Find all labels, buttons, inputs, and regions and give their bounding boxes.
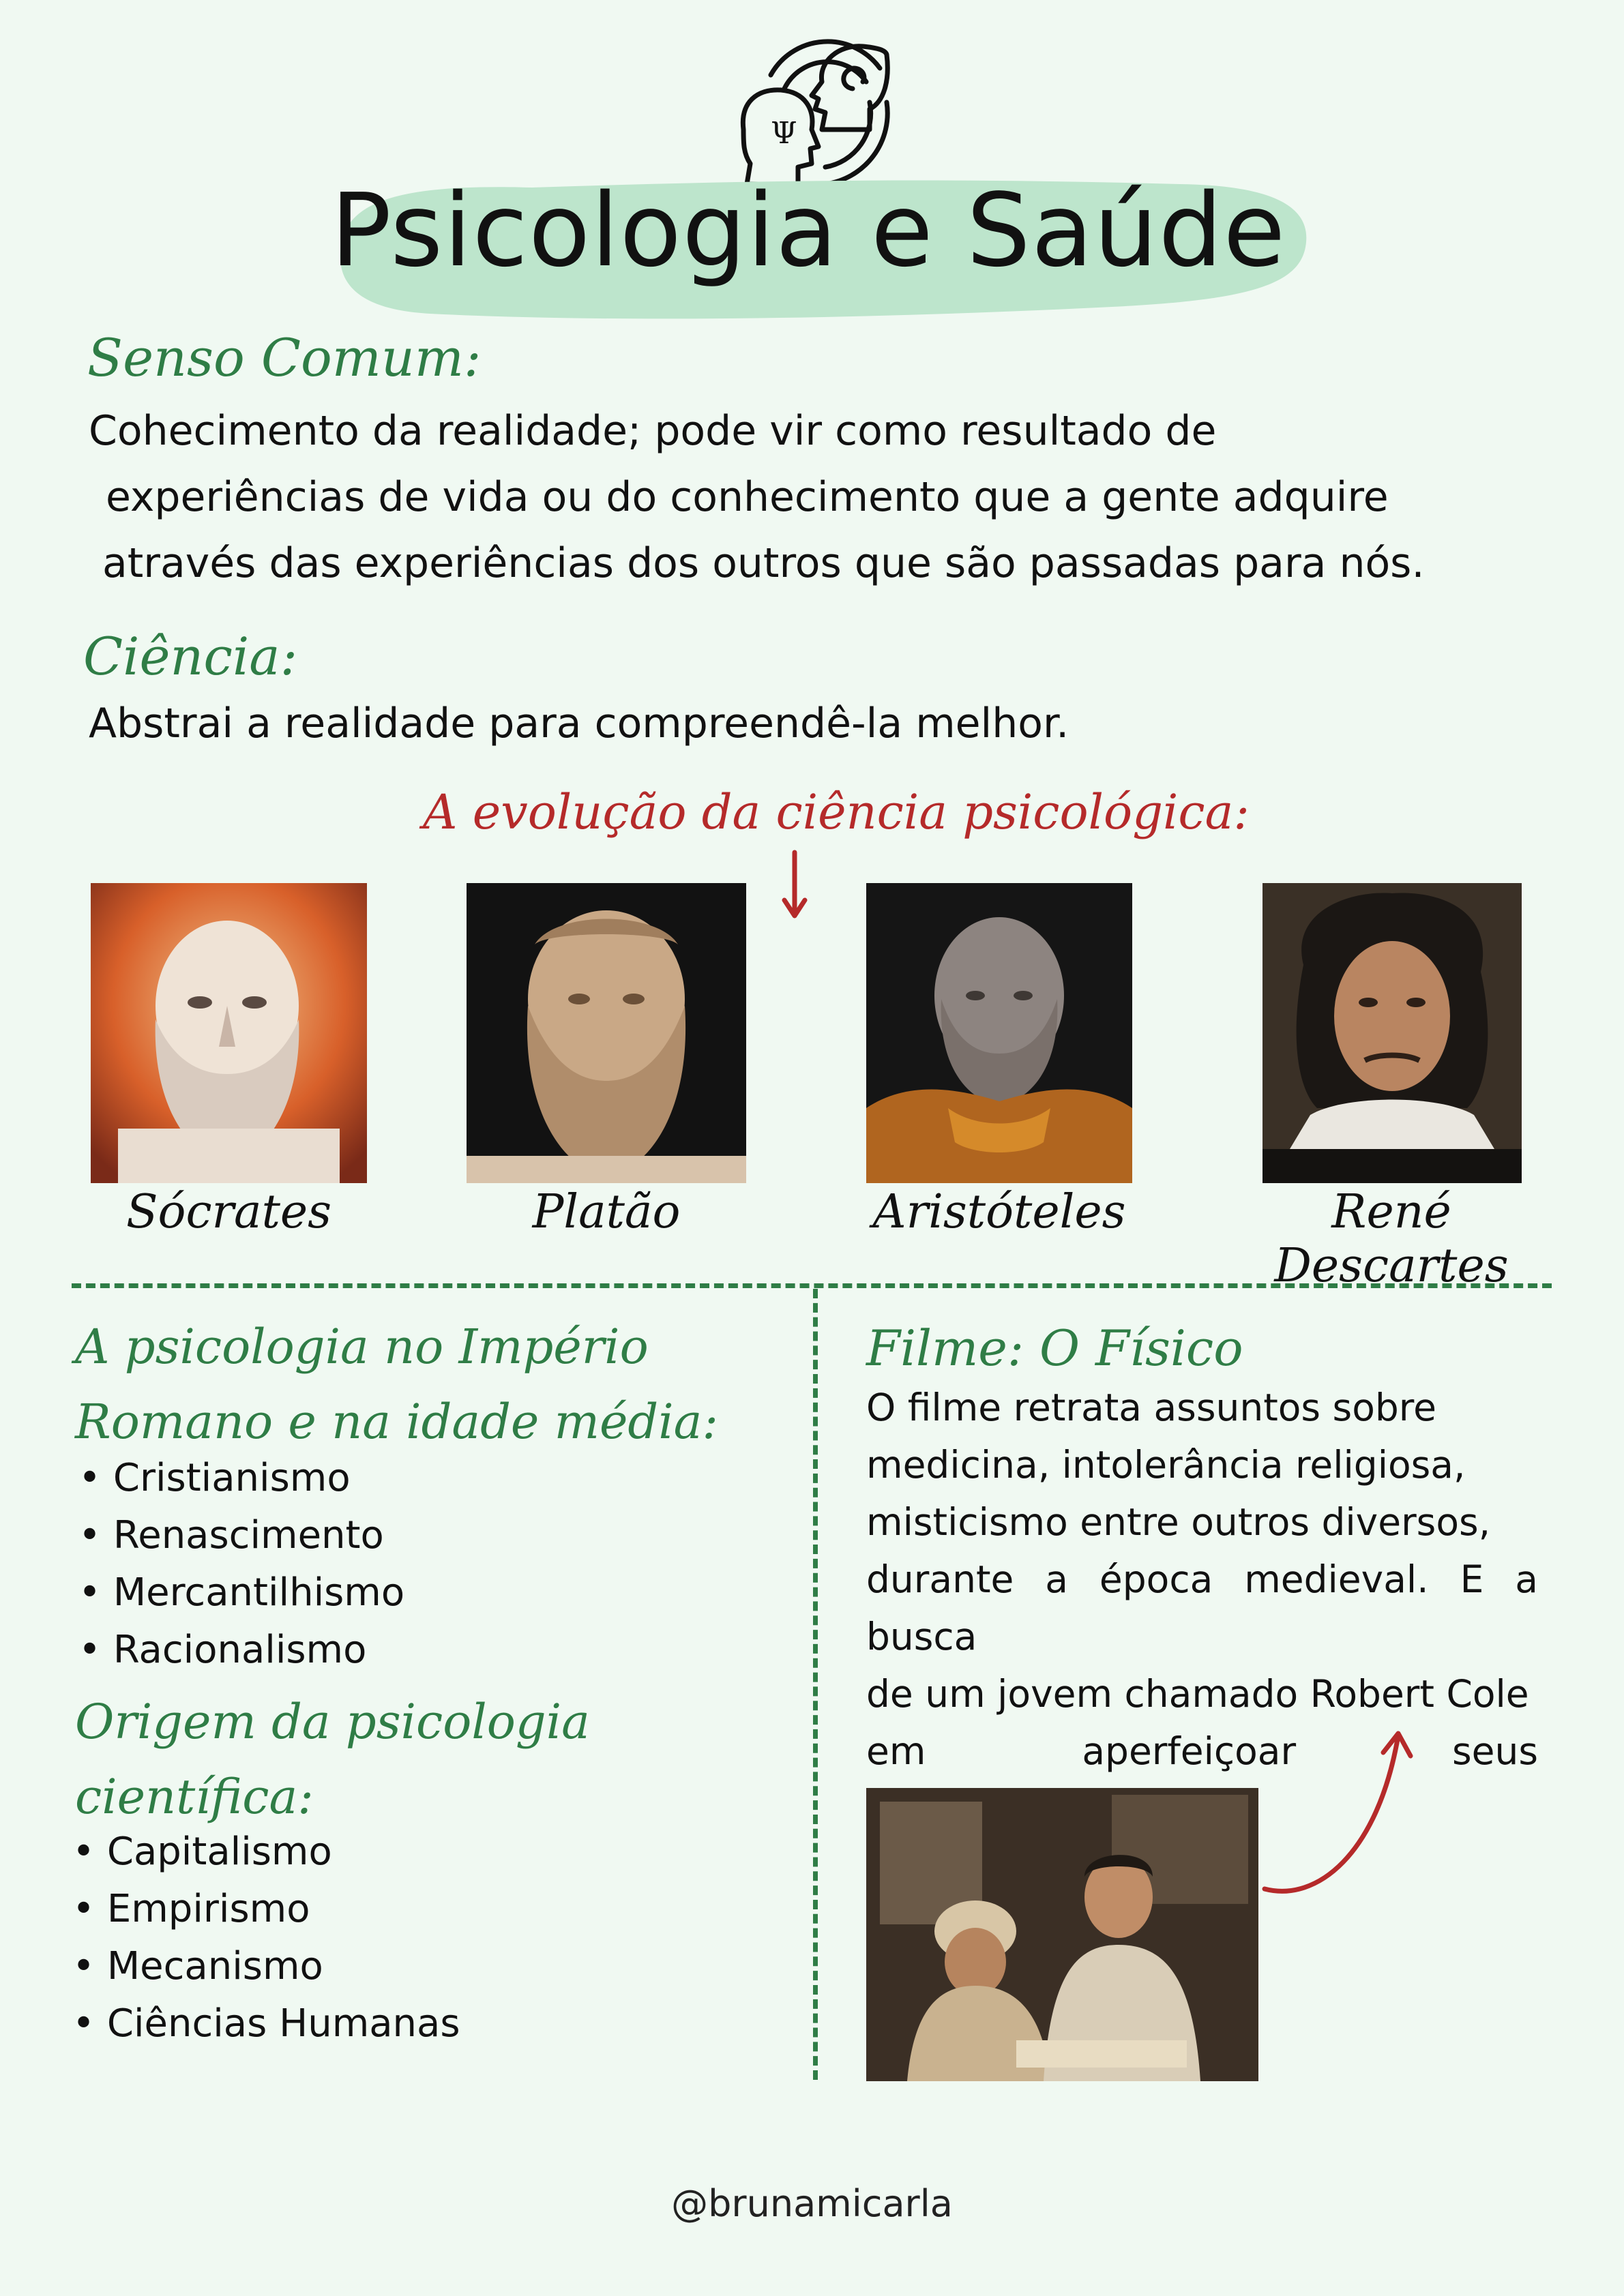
caption-platao: Platão: [532, 1185, 681, 1239]
list-item: • Racionalismo: [78, 1622, 404, 1679]
arrow-down-icon: [778, 849, 812, 924]
text-line: em aperfeiçoar seus: [866, 1729, 1538, 1773]
list-item: • Capitalismo: [72, 1823, 460, 1881]
list-item: • Empirismo: [72, 1881, 460, 1938]
footer-handle: @brunamicarla: [671, 2182, 953, 2225]
evolucao-heading: A evolução da ciência psicológica:: [423, 784, 1250, 840]
origem-heading: Origem da psicologia científica:: [75, 1694, 590, 1825]
filme-heading: Filme: O Físico: [866, 1320, 1243, 1377]
film-still-image: [866, 1788, 1258, 2081]
list-item: • Ciências Humanas: [72, 1995, 460, 2053]
roma-list: [78, 1450, 404, 1679]
vertical-divider: [813, 1289, 818, 2080]
socrates-portrait: [91, 883, 367, 1183]
list-item: • Mecanismo: [72, 1938, 460, 1995]
caption-aristoteles: Aristóteles: [872, 1185, 1126, 1239]
text-line: O filme retrata assuntos sobre: [866, 1386, 1437, 1429]
aristoteles-portrait: [866, 883, 1132, 1183]
senso-comum-text: [89, 398, 1562, 597]
horizontal-divider: [72, 1283, 1552, 1288]
list-item: • Renascimento: [78, 1507, 404, 1564]
list-item: • Cristianismo: [78, 1450, 404, 1507]
ciencia-text: Abstrai a realidade para compreendê-la melhor.: [89, 700, 1069, 747]
text-line: misticismo entre outros diversos,: [866, 1500, 1491, 1544]
descartes-portrait: [1263, 883, 1522, 1183]
platao-portrait: [467, 883, 746, 1183]
caption-socrates: Sócrates: [126, 1185, 332, 1239]
text-line: experiências de vida ou do conhecimento que a gente adquire: [106, 473, 1389, 521]
caption-descartes: René Descartes: [1274, 1185, 1509, 1293]
list-item: • Mercantilhismo: [78, 1564, 404, 1622]
text-line: medicina, intolerância religiosa,: [866, 1443, 1466, 1487]
text-line: durante a época medieval. E a busca: [866, 1557, 1538, 1658]
roma-heading: A psicologia no Império Romano e na idade média:: [75, 1319, 718, 1450]
senso-comum-heading: Senso Comum:: [87, 327, 482, 388]
text-line: através das experiências dos outros que são passadas para nós.: [102, 539, 1425, 587]
page-title: Psicologia e Saúde: [330, 172, 1286, 289]
svg-text:Ψ: Ψ: [771, 116, 797, 151]
ciencia-heading: Ciência:: [83, 626, 298, 687]
origem-list: [72, 1823, 460, 2053]
text-line: Cohecimento da realidade; pode vir como resultado de: [89, 407, 1217, 455]
text-line: de um jovem chamado Robert Cole: [866, 1672, 1529, 1716]
curved-arrow-icon: [1255, 1718, 1432, 1909]
